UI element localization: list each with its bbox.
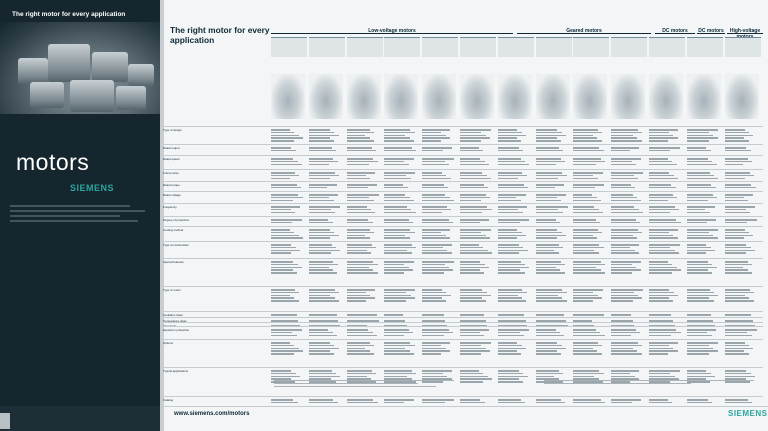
sheet-title: The right motor for every application: [170, 25, 270, 45]
table-cell: [611, 146, 645, 153]
row-divider: [163, 191, 763, 192]
table-cell: [422, 398, 456, 405]
category-dc-2: DC motors: [698, 28, 724, 34]
row-divider: [163, 311, 763, 312]
table-cell: [573, 341, 607, 356]
column-header: [573, 37, 609, 57]
motor-photo: [498, 74, 532, 119]
row-divider: [163, 317, 763, 318]
row-label: Standards: [163, 324, 177, 328]
table-cell: [498, 171, 532, 180]
table-cell: [460, 260, 494, 275]
table-cell: [309, 128, 343, 143]
table-cell: [649, 243, 683, 255]
category-low-voltage: Low-voltage motors: [271, 28, 513, 34]
table-cell: [309, 157, 343, 166]
row-divider: [163, 216, 763, 217]
table-cell: [725, 218, 759, 225]
table-cell: [573, 193, 607, 202]
table-cell: [460, 288, 494, 303]
table-cell: [573, 157, 607, 166]
row-label: Cooling method: [163, 228, 184, 232]
table-cell: [687, 398, 721, 405]
table-cell: [687, 128, 721, 143]
table-cell: [422, 205, 456, 214]
table-cell: [384, 228, 418, 240]
cover-footer-mark: [0, 413, 10, 429]
table-cell: [725, 260, 759, 275]
table-cell: [271, 157, 305, 166]
motor-photo: [649, 74, 683, 119]
table-cell: [649, 341, 683, 356]
table-cell: [573, 228, 607, 240]
table-cell: [347, 171, 381, 180]
column-header: [687, 37, 723, 57]
table-cell: [536, 398, 570, 405]
website-link[interactable]: www.siemens.com/motors: [174, 411, 250, 417]
table-cell: [536, 146, 570, 153]
table-cell: [536, 218, 570, 225]
table-cell: [347, 218, 381, 225]
table-cell: [649, 328, 683, 337]
table-cell: [725, 128, 759, 143]
table-cell: [460, 218, 494, 225]
table-cell: [460, 205, 494, 214]
table-cell: [422, 288, 456, 303]
row-label: Frequency: [163, 205, 177, 209]
table-cell: [573, 146, 607, 153]
table-cell: [309, 328, 343, 337]
table-cell: [309, 228, 343, 240]
siemens-logo-footer: SIEMENS: [728, 409, 768, 418]
table-cell: [649, 398, 683, 405]
motor-photo: [611, 74, 645, 119]
table-cell: [347, 205, 381, 214]
table-cell: [271, 398, 305, 405]
cover-fine-print: [10, 205, 150, 225]
table-cell: [422, 341, 456, 356]
row-label: Options: [163, 341, 173, 345]
table-cell: [422, 218, 456, 225]
table-cell: [687, 288, 721, 303]
table-cell: [384, 260, 418, 275]
cover-title: The right motor for every application: [12, 11, 126, 18]
table-cell: [460, 341, 494, 356]
table-cell: [460, 157, 494, 166]
table-cell: [611, 157, 645, 166]
category-geared: Geared motors: [517, 28, 651, 34]
column-header: [649, 37, 685, 57]
table-cell: [271, 341, 305, 356]
table-cell: [347, 260, 381, 275]
table-cell: [573, 328, 607, 337]
table-cell: [687, 205, 721, 214]
table-cell: [271, 260, 305, 275]
table-cell: [384, 193, 418, 202]
table-cell: [573, 171, 607, 180]
column-header: [422, 37, 458, 57]
table-cell: [687, 193, 721, 202]
table-cell: [687, 171, 721, 180]
table-cell: [725, 243, 759, 255]
table-cell: [536, 128, 570, 143]
table-cell: [611, 328, 645, 337]
table-cell: [271, 183, 305, 190]
table-cell: [384, 183, 418, 190]
table-cell: [498, 157, 532, 166]
column-header: [309, 37, 345, 57]
motors-photo: [0, 22, 160, 114]
table-cell: [687, 183, 721, 190]
table-cell: [725, 157, 759, 166]
row-label: Rated voltage: [163, 193, 181, 197]
column-header: [498, 37, 534, 57]
table-cell: [687, 260, 721, 275]
table-cell: [498, 228, 532, 240]
row-label: Type of design: [163, 128, 182, 132]
table-cell: [271, 243, 305, 255]
table-cell: [422, 171, 456, 180]
table-cell: [573, 398, 607, 405]
table-cell: [309, 205, 343, 214]
table-cell: [649, 146, 683, 153]
column-header: [347, 37, 383, 57]
row-label: Rated torque: [163, 183, 180, 187]
table-cell: [309, 193, 343, 202]
table-cell: [573, 288, 607, 303]
motor-photo: [725, 74, 759, 119]
table-cell: [347, 183, 381, 190]
table-cell: [536, 243, 570, 255]
table-cell: [384, 128, 418, 143]
motor-photo: [687, 74, 721, 119]
table-cell: [725, 288, 759, 303]
table-cell: [687, 218, 721, 225]
table-cell: [347, 328, 381, 337]
table-cell: [384, 328, 418, 337]
table-cell: [271, 288, 305, 303]
row-label: Type of construction: [163, 243, 189, 247]
table-cell: [271, 328, 305, 337]
table-cell: [725, 205, 759, 214]
table-cell: [309, 243, 343, 255]
table-cell: [725, 171, 759, 180]
row-label: Special features: [163, 260, 184, 264]
motor-photo: [536, 74, 570, 119]
row-divider: [163, 203, 763, 204]
column-header: [271, 37, 307, 57]
table-cell: [649, 218, 683, 225]
cover-footer: [0, 406, 160, 431]
motor-photo: [422, 74, 456, 119]
row-divider: [163, 181, 763, 182]
table-cell: [498, 398, 532, 405]
table-cell: [384, 218, 418, 225]
table-cell: [422, 193, 456, 202]
table-cell: [384, 398, 418, 405]
table-cell: [347, 228, 381, 240]
cover-panel: [0, 0, 160, 431]
row-divider: [163, 339, 763, 340]
table-cell: [460, 228, 494, 240]
table-cell: [347, 398, 381, 405]
table-cell: [536, 341, 570, 356]
table-cell: [536, 205, 570, 214]
row-label: Type of motor: [163, 288, 181, 292]
table-cell: [649, 260, 683, 275]
table-cell: [347, 157, 381, 166]
table-cell: [384, 341, 418, 356]
table-cell: [611, 171, 645, 180]
table-cell: [573, 183, 607, 190]
column-header: [611, 37, 647, 57]
motor-photo: [573, 74, 607, 119]
table-cell: [649, 193, 683, 202]
table-cell: [687, 146, 721, 153]
motor-photo: [384, 74, 418, 119]
table-cell: [725, 146, 759, 153]
table-cell: [649, 205, 683, 214]
table-cell: [460, 183, 494, 190]
table-cell: [460, 146, 494, 153]
table-cell: [536, 193, 570, 202]
table-cell: [573, 128, 607, 143]
table-cell: [611, 288, 645, 303]
footnote-left: [274, 380, 454, 394]
table-cell: [573, 243, 607, 255]
table-cell: [271, 218, 305, 225]
table-cell: [271, 193, 305, 202]
row-label: Degree of protection: [163, 218, 190, 222]
row-label: Temperature class: [163, 319, 187, 323]
table-cell: [649, 228, 683, 240]
table-cell: [611, 205, 645, 214]
table-cell: [687, 228, 721, 240]
table-cell: [271, 128, 305, 143]
siemens-logo: SIEMENS: [70, 183, 115, 193]
table-cell: [309, 398, 343, 405]
category-high-voltage: High-voltage: [727, 28, 763, 34]
table-cell: [460, 243, 494, 255]
table-cell: [611, 218, 645, 225]
comparison-sheet: [164, 0, 768, 431]
row-divider: [163, 322, 763, 323]
table-cell: [725, 328, 759, 337]
table-cell: [460, 369, 494, 384]
table-cell: [498, 288, 532, 303]
table-cell: [611, 183, 645, 190]
table-cell: [536, 228, 570, 240]
row-label: Rated output: [163, 146, 180, 150]
table-cell: [498, 146, 532, 153]
motor-photo: [271, 74, 305, 119]
table-cell: [422, 228, 456, 240]
footnote-right: [544, 380, 754, 394]
table-cell: [460, 193, 494, 202]
table-cell: [611, 228, 645, 240]
row-divider: [163, 169, 763, 170]
row-divider: [163, 126, 763, 127]
row-divider: [163, 226, 763, 227]
motor-photo: [460, 74, 494, 119]
motor-photo: [347, 74, 381, 119]
table-cell: [309, 218, 343, 225]
row-divider: [163, 258, 763, 259]
row-label: Frame sizes: [163, 171, 179, 175]
table-cell: [309, 171, 343, 180]
table-cell: [649, 171, 683, 180]
column-header: [725, 37, 761, 57]
column-header: [460, 37, 496, 57]
table-cell: [687, 243, 721, 255]
table-cell: [347, 146, 381, 153]
row-label: Catalog: [163, 398, 173, 402]
row-divider: [163, 155, 763, 156]
row-divider: [163, 241, 763, 242]
table-cell: [271, 228, 305, 240]
table-cell: [384, 146, 418, 153]
table-cell: [498, 218, 532, 225]
table-cell: [498, 243, 532, 255]
table-cell: [384, 205, 418, 214]
table-cell: [725, 341, 759, 356]
row-divider: [163, 396, 763, 397]
table-cell: [611, 193, 645, 202]
table-cell: [536, 288, 570, 303]
table-cell: [611, 260, 645, 275]
table-cell: [649, 157, 683, 166]
table-cell: [460, 328, 494, 337]
row-label: Rated speed: [163, 157, 180, 161]
table-cell: [611, 128, 645, 143]
table-cell: [498, 183, 532, 190]
table-cell: [347, 288, 381, 303]
table-cell: [725, 398, 759, 405]
table-cell: [422, 183, 456, 190]
table-cell: [498, 328, 532, 337]
table-cell: [573, 260, 607, 275]
table-cell: [309, 288, 343, 303]
column-header: [536, 37, 572, 57]
table-cell: [309, 341, 343, 356]
table-cell: [573, 218, 607, 225]
table-cell: [309, 260, 343, 275]
column-header: [384, 37, 420, 57]
table-cell: [498, 193, 532, 202]
table-cell: [271, 146, 305, 153]
table-cell: [271, 171, 305, 180]
row-label: Insulation class: [163, 313, 183, 317]
table-cell: [384, 243, 418, 255]
row-divider: [163, 367, 763, 368]
table-cell: [347, 193, 381, 202]
table-cell: [271, 205, 305, 214]
table-cell: [460, 171, 494, 180]
table-cell: [687, 341, 721, 356]
row-label: Typical applications: [163, 369, 189, 373]
category-dc-1: DC motors: [655, 28, 695, 34]
table-cell: [347, 128, 381, 143]
table-cell: [611, 341, 645, 356]
table-cell: [347, 243, 381, 255]
table-cell: [309, 183, 343, 190]
table-cell: [536, 171, 570, 180]
table-cell: [422, 146, 456, 153]
table-cell: [460, 398, 494, 405]
table-cell: [725, 193, 759, 202]
table-cell: [725, 228, 759, 240]
table-cell: [498, 205, 532, 214]
table-cell: [611, 243, 645, 255]
row-divider: [163, 326, 763, 327]
table-cell: [687, 328, 721, 337]
table-cell: [611, 398, 645, 405]
row-divider: [163, 286, 763, 287]
table-cell: [422, 157, 456, 166]
table-cell: [725, 183, 759, 190]
row-divider: [163, 144, 763, 145]
table-cell: [460, 128, 494, 143]
table-cell: [498, 260, 532, 275]
motor-photo: [309, 74, 343, 119]
table-cell: [536, 260, 570, 275]
table-cell: [536, 183, 570, 190]
table-cell: [498, 128, 532, 143]
table-cell: [422, 128, 456, 143]
table-cell: [498, 369, 532, 384]
table-cell: [422, 328, 456, 337]
table-cell: [347, 341, 381, 356]
table-cell: [649, 128, 683, 143]
cover-heading: motors: [16, 149, 90, 175]
table-cell: [384, 171, 418, 180]
row-label: Explosion protection: [163, 328, 190, 332]
table-cell: [536, 157, 570, 166]
table-cell: [573, 205, 607, 214]
table-cell: [649, 183, 683, 190]
table-cell: [384, 157, 418, 166]
table-cell: [422, 260, 456, 275]
table-cell: [384, 288, 418, 303]
footer-divider: [164, 406, 768, 407]
table-cell: [649, 288, 683, 303]
table-cell: [309, 146, 343, 153]
table-cell: [422, 243, 456, 255]
table-cell: [536, 328, 570, 337]
table-cell: [498, 341, 532, 356]
table-cell: [687, 157, 721, 166]
